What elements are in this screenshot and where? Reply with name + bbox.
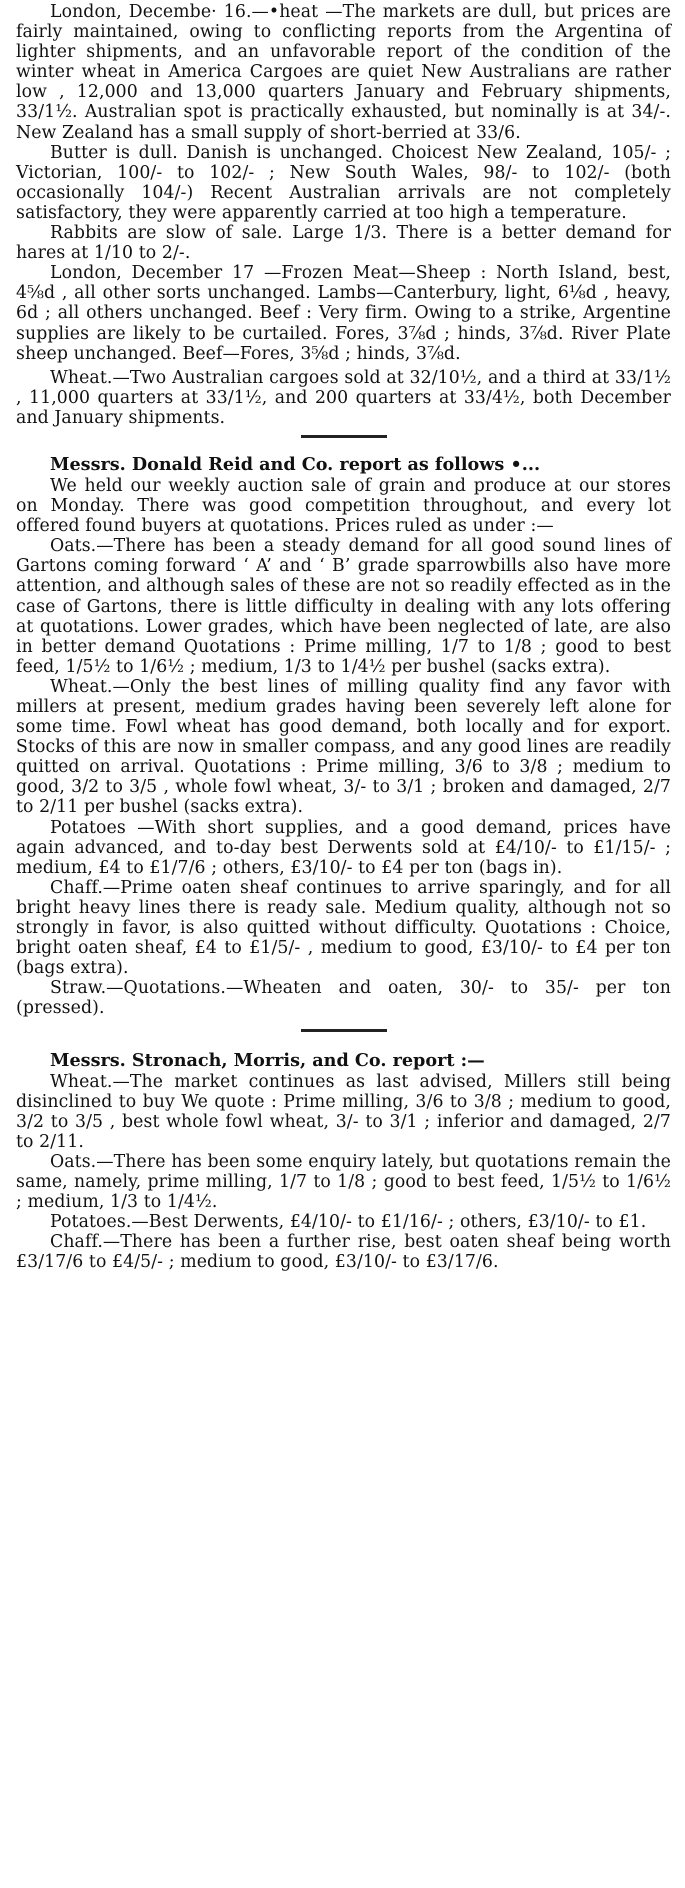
report-paragraph: Wheat.—Only the best lines of milling quality find any favor with millers at present, medium grades having been severely left alone for some time. Fowl wheat has good demand, both locally and for export. Stocks of this are now in smaller compass, and any good lines are readily quitted on arrival. Quotations : Prime milling, 3/6 to 3/8 ; medium to good, 3/2 to 3/5 , whole fowl wheat, 3/- to 3/1 ; broken and damaged, 2/7 to 2/11 per bushel (sacks extra). — [16, 676, 671, 818]
report-heading: Messrs. Donald Reid and Co. report as follows •... — [50, 453, 541, 475]
report-paragraph: London, Decembe· 16.—•heat —The markets are dull, but prices are fairly maintained, owing to conflicting reports from the Argentina of lighter shipments, and an unfavorable report of the condition of the winter wheat in America Cargoes are quiet New Australians are rather low , 12,000 and 13,000 quarters January and February shipments, 33/1½. Australian spot is practically exhausted, but nominally is at 34/-. New Zealand has a small supply of short-berried at 33/6. — [16, 2, 671, 143]
report-paragraph: Butter is dull. Danish is unchanged. Choicest New Zealand, 105/- ; Victorian, 100/- to 102/- ; New South Wales, 98/- to 102/- (both occasionally 104/-) Recent Australian arrivals are not completely satisfactory, they were apparently carried at too high a temperature. — [16, 142, 671, 223]
report-paragraph: Potatoes —With short supplies, and a good demand, prices have again advanced, and to-day best Derwents sold at £4/10/- to £1/15/- ; medium, £4 to £1/7/6 ; others, £3/10/- to £4 per ton (bags in). — [16, 817, 671, 878]
report-paragraph: Rabbits are slow of sale. Large 1/3. There is a better demand for hares at 1/10 to 2/-. — [16, 223, 671, 264]
report-heading: Messrs. Stronach, Morris, and Co. report :— — [50, 1049, 485, 1071]
report-paragraph: Chaff.—Prime oaten sheaf continues to arrive sparingly, and for all bright heavy lines there is ready sale. Medium quality, although not so strongly in favor, is also quitted without difficulty. Quotations : Choice, bright oaten sheaf, £4 to £1/5/- , medium to good, £3/10/- to £4 per ton (bags extra). — [16, 877, 671, 979]
report-paragraph: Straw.—Quotations.—Wheaten and oaten, 30/- to 35/- per ton (pressed). — [16, 978, 671, 1019]
section-divider — [301, 1029, 387, 1032]
report-paragraph: Oats.—There has been a steady demand for all good sound lines of Gartons coming forward ‘ A’ and ‘ B’ grade sparrowbills also have more attention, and although sales of these are not so readily effected as in the case of Gartons, there is little difficulty in dealing with any lots offering at quotations. Lower grades, which have been neglected of late, are also in better demand Quotations : Prime milling, 1/7 to 1/8 ; good to best feed, 1/5½ to 1/6½ ; medium, 1/3 to 1/4½ per bushel (sacks extra). — [16, 536, 671, 677]
report-paragraph: Potatoes.—Best Derwents, £4/10/- to £1/16/- ; others, £3/10/- to £1. — [50, 1212, 647, 1233]
report-paragraph: We held our weekly auction sale of grain and produce at our stores on Monday. There was good competition throughout, and every lot offered found buyers at quotations. Prices ruled as under :— — [16, 475, 671, 537]
report-paragraph: Chaff.—There has been a further rise, best oaten sheaf being worth £3/17/6 to £4/5/- ; medium to good, £3/10/- to £3/17/6. — [16, 1232, 671, 1273]
report-paragraph: Oats.—There has been some enquiry lately, but quotations remain the same, namely, prime milling, 1/7 to 1/8 ; good to best feed, 1/5½ to 1/6½ ; medium, 1/3 to 1/4½. — [16, 1151, 671, 1213]
report-paragraph: Wheat.—Two Australian cargoes sold at 32/10½, and a third at 33/1½ , 11,000 quarters at 33/1½, and 200 quarters at 33/4½, both December and January shipments. — [16, 367, 671, 428]
donald-reid-report — [16, 454, 671, 1019]
section-divider — [301, 435, 387, 438]
report-paragraph: London, December 17 —Frozen Meat—Sheep : North Island, best, 4⅝d , all other sorts unchanged. Lambs—Canterbury, light, 6⅛d , heavy, 6d ; all others unchanged. Beef : Very firm. Owing to a strike, Argentine supplies are likely to be curtailed. Fores, 3⅞d ; hinds, 3⅞d. River Plate sheep unchanged. Beef—Fores, 3⅝d ; hinds, 3⅞d. — [16, 263, 671, 364]
report-paragraph: Wheat.—The market continues as last advised, Millers still being disinclined to buy We quote : Prime milling, 3/6 to 3/8 ; medium to good, 3/2 to 3/5 , best whole fowl wheat, 3/- to 3/1 ; inferior and damaged, 2/7 to 2/11. — [16, 1071, 671, 1152]
london-cable-report — [16, 0, 671, 428]
stronach-morris-report — [16, 1050, 671, 1273]
